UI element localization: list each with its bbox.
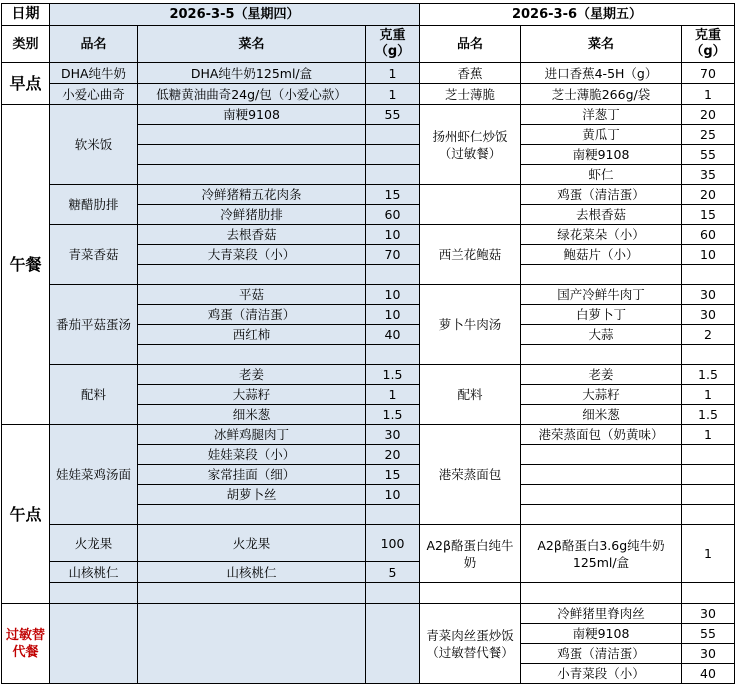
fri-empty-cell: [420, 583, 521, 604]
fri-allergy-weight-2: 55: [682, 624, 735, 644]
fri-condiments-dish: 配料: [420, 365, 521, 425]
meal-breakfast: 早点: [2, 63, 50, 105]
thu-ribs-ingredient-2: 冷鲜猪肋排: [138, 205, 366, 225]
fri-fried-rice-ingredient-2: 黄瓜丁: [521, 125, 682, 145]
thu-breakfast-dish-2: 小爱心曲奇: [50, 84, 138, 105]
thu-condiments-ingredient-3: 细米葱: [138, 405, 366, 425]
thu-soup-weight-1: 10: [366, 285, 420, 305]
fri-empty-cell: [682, 445, 735, 465]
meal-allergy-substitute: 过敏替代餐: [2, 604, 50, 684]
fri-empty-cell: [521, 465, 682, 485]
thu-soup-ingredient-1: 平菇: [138, 285, 366, 305]
fri-soup-ingredient-1: 国产冷鲜牛肉丁: [521, 285, 682, 305]
fri-breakfast-dish-2: 芝士薄脆: [420, 84, 521, 105]
thu-noodle-ingredient-1: 冰鲜鸡腿肉丁: [138, 425, 366, 445]
fri-soup-weight-3: 2: [682, 325, 735, 345]
fri-empty-cell: [521, 345, 682, 365]
fri-condiments-ingredient-1: 老姜: [521, 365, 682, 385]
thu-empty-cell: [50, 583, 138, 604]
thu-greens-ingredient-2: 大青菜段（小）: [138, 245, 366, 265]
fri-fried-rice-ingredient-4: 虾仁: [521, 165, 682, 185]
thu-allergy-empty-ingredient: [138, 604, 366, 684]
thu-walnut-weight: 5: [366, 562, 420, 583]
fri-empty-cell: [682, 265, 735, 285]
thu-greens-weight-2: 70: [366, 245, 420, 265]
fri-fried-rice-ingredient-3: 南粳9108: [521, 145, 682, 165]
fri-allergy-weight-4: 40: [682, 664, 735, 684]
thu-condiments-weight-1: 1.5: [366, 365, 420, 385]
thu-empty-cell: [138, 165, 366, 185]
thu-walnut-ingredient: 山核桃仁: [138, 562, 366, 583]
fri-condiments-ingredient-3: 细米葱: [521, 405, 682, 425]
thu-empty-cell: [138, 125, 366, 145]
thu-weight-header: 克重（g）: [366, 26, 420, 63]
fri-allergy-ingredient-1: 冷鲜猪里脊肉丝: [521, 604, 682, 624]
fri-empty-cell: [682, 583, 735, 604]
thu-allergy-empty-dish: [50, 604, 138, 684]
thu-condiments-ingredient-1: 老姜: [138, 365, 366, 385]
fri-empty-cell: [521, 265, 682, 285]
thu-condiments-ingredient-2: 大蒜籽: [138, 385, 366, 405]
fri-broccoli-dish: 西兰花鲍菇: [420, 225, 521, 285]
fri-breakfast-weight-2: 1: [682, 84, 735, 105]
fri-empty-cell: [521, 485, 682, 505]
thu-breakfast-weight-1: 1: [366, 63, 420, 84]
fri-bun-ingredient: 港荣蒸面包（奶黄味）: [521, 425, 682, 445]
fri-milk-ingredient: A2β酪蛋白3.6g纯牛奶125ml/盒: [521, 525, 682, 583]
thu-soup-ingredient-2: 鸡蛋（清洁蛋）: [138, 305, 366, 325]
thu-rice-ingredient: 南粳9108: [138, 105, 366, 125]
thu-greens-weight-1: 10: [366, 225, 420, 245]
thu-empty-cell: [366, 505, 420, 525]
fri-broccoli-ingredient-2: 鲍菇片（小）: [521, 245, 682, 265]
fri-milk-weight: 1: [682, 525, 735, 583]
fri-empty-cell: [682, 485, 735, 505]
fri-soup-ingredient-2: 白萝卜丁: [521, 305, 682, 325]
thu-breakfast-ingredient-1: DHA纯牛奶125ml/盒: [138, 63, 366, 84]
fri-empty-cell: [682, 505, 735, 525]
menu-table: [1, 3, 735, 684]
fri-empty-cell: [521, 583, 682, 604]
thu-condiments-dish: 配料: [50, 365, 138, 425]
thu-fruit-weight: 100: [366, 525, 420, 562]
thu-allergy-empty-weight: [366, 604, 420, 684]
fri-breakfast-ingredient-1: 进口香蕉4-5H（g）: [521, 63, 682, 84]
fri-breakfast-weight-1: 70: [682, 63, 735, 84]
fri-condiments-ingredient-2: 大蒜籽: [521, 385, 682, 405]
thu-condiments-weight-2: 1: [366, 385, 420, 405]
fri-ingredient-header: 菜名: [521, 26, 682, 63]
fri-soup-ingredient-3: 大蒜: [521, 325, 682, 345]
fri-soup-dish: 萝卜牛肉汤: [420, 285, 521, 365]
thu-empty-cell: [366, 125, 420, 145]
thu-noodle-dish: 娃娃菜鸡汤面: [50, 425, 138, 525]
thu-soup-ingredient-3: 西红柿: [138, 325, 366, 345]
fri-allergy-weight-1: 30: [682, 604, 735, 624]
thu-empty-cell: [138, 505, 366, 525]
thu-noodle-ingredient-4: 胡萝卜丝: [138, 485, 366, 505]
fri-fried-rice-ingredient-6: 去根香菇: [521, 205, 682, 225]
fri-fried-rice-weight-1: 20: [682, 105, 735, 125]
thu-dish-header: 品名: [50, 26, 138, 63]
thu-empty-cell: [366, 265, 420, 285]
thu-noodle-weight-4: 10: [366, 485, 420, 505]
thu-ribs-weight-2: 60: [366, 205, 420, 225]
meal-lunch: 午餐: [2, 105, 50, 425]
thu-condiments-weight-3: 1.5: [366, 405, 420, 425]
thu-empty-cell: [138, 345, 366, 365]
fri-condiments-weight-2: 1: [682, 385, 735, 405]
date-friday: 2026-3-6（星期五）: [420, 4, 735, 26]
thu-greens-dish: 青菜香菇: [50, 225, 138, 285]
fri-allergy-ingredient-4: 小青菜段（小）: [521, 664, 682, 684]
fri-broccoli-weight-2: 10: [682, 245, 735, 265]
thu-walnut-dish: 山核桃仁: [50, 562, 138, 583]
fri-empty-dish-cell: [420, 185, 521, 225]
thu-empty-cell: [366, 345, 420, 365]
thu-greens-ingredient-1: 去根香菇: [138, 225, 366, 245]
fri-empty-cell: [521, 445, 682, 465]
thu-empty-cell: [138, 265, 366, 285]
thu-breakfast-ingredient-2: 低糖黄油曲奇24g/包（小爱心款）: [138, 84, 366, 105]
fri-milk-dish: A2β酪蛋白纯牛奶: [420, 525, 521, 583]
thu-rice-dish: 软米饭: [50, 105, 138, 185]
thu-soup-weight-3: 40: [366, 325, 420, 345]
fri-broccoli-weight-1: 60: [682, 225, 735, 245]
fri-bun-weight: 1: [682, 425, 735, 445]
fri-weight-header: 克重（g）: [682, 26, 735, 63]
fri-condiments-weight-1: 1.5: [682, 365, 735, 385]
fri-empty-cell: [521, 505, 682, 525]
thu-noodle-ingredient-3: 家常挂面（细）: [138, 465, 366, 485]
thu-empty-cell: [138, 145, 366, 165]
thu-rice-weight: 55: [366, 105, 420, 125]
thu-soup-weight-2: 10: [366, 305, 420, 325]
fri-allergy-dish: 青菜肉丝蛋炒饭（过敏替代餐）: [420, 604, 521, 684]
fri-fried-rice-weight-6: 15: [682, 205, 735, 225]
thu-ribs-ingredient-1: 冷鲜猪精五花肉条: [138, 185, 366, 205]
fri-soup-weight-1: 30: [682, 285, 735, 305]
date-thursday: 2026-3-5（星期四）: [50, 4, 420, 26]
fri-allergy-weight-3: 30: [682, 644, 735, 664]
fri-broccoli-ingredient-1: 绿花菜朵（小）: [521, 225, 682, 245]
thu-breakfast-weight-2: 1: [366, 84, 420, 105]
fri-breakfast-ingredient-2: 芝士薄脆266g/袋: [521, 84, 682, 105]
fri-allergy-ingredient-2: 南粳9108: [521, 624, 682, 644]
fri-fried-rice-weight-4: 35: [682, 165, 735, 185]
fri-fried-rice-ingredient-5: 鸡蛋（清洁蛋）: [521, 185, 682, 205]
date-label: 日期: [2, 4, 50, 26]
fri-fried-rice-weight-2: 25: [682, 125, 735, 145]
thu-noodle-weight-2: 20: [366, 445, 420, 465]
thu-breakfast-dish-1: DHA纯牛奶: [50, 63, 138, 84]
thu-noodle-weight-1: 30: [366, 425, 420, 445]
fri-condiments-weight-3: 1.5: [682, 405, 735, 425]
fri-bun-dish: 港荣蒸面包: [420, 425, 521, 525]
fri-empty-cell: [682, 465, 735, 485]
fri-soup-weight-2: 30: [682, 305, 735, 325]
category-header: 类别: [2, 26, 50, 63]
fri-fried-rice-weight-3: 55: [682, 145, 735, 165]
thu-empty-cell: [138, 583, 366, 604]
thu-fruit-ingredient: 火龙果: [138, 525, 366, 562]
fri-dish-header: 品名: [420, 26, 521, 63]
thu-soup-dish: 番茄平菇蛋汤: [50, 285, 138, 365]
fri-fried-rice-weight-5: 20: [682, 185, 735, 205]
fri-fried-rice-ingredient-1: 洋葱丁: [521, 105, 682, 125]
fri-allergy-ingredient-3: 鸡蛋（清洁蛋）: [521, 644, 682, 664]
thu-empty-cell: [366, 583, 420, 604]
meal-snack: 午点: [2, 425, 50, 604]
fri-breakfast-dish-1: 香蕉: [420, 63, 521, 84]
thu-fruit-dish: 火龙果: [50, 525, 138, 562]
thu-empty-cell: [366, 145, 420, 165]
thu-ribs-weight-1: 15: [366, 185, 420, 205]
thu-empty-cell: [366, 165, 420, 185]
thu-ingredient-header: 菜名: [138, 26, 366, 63]
fri-fried-rice-dish: 扬州虾仁炒饭（过敏餐）: [420, 105, 521, 185]
thu-noodle-weight-3: 15: [366, 465, 420, 485]
thu-noodle-ingredient-2: 娃娃菜段（小）: [138, 445, 366, 465]
thu-ribs-dish: 糖醋肋排: [50, 185, 138, 225]
fri-empty-cell: [682, 345, 735, 365]
